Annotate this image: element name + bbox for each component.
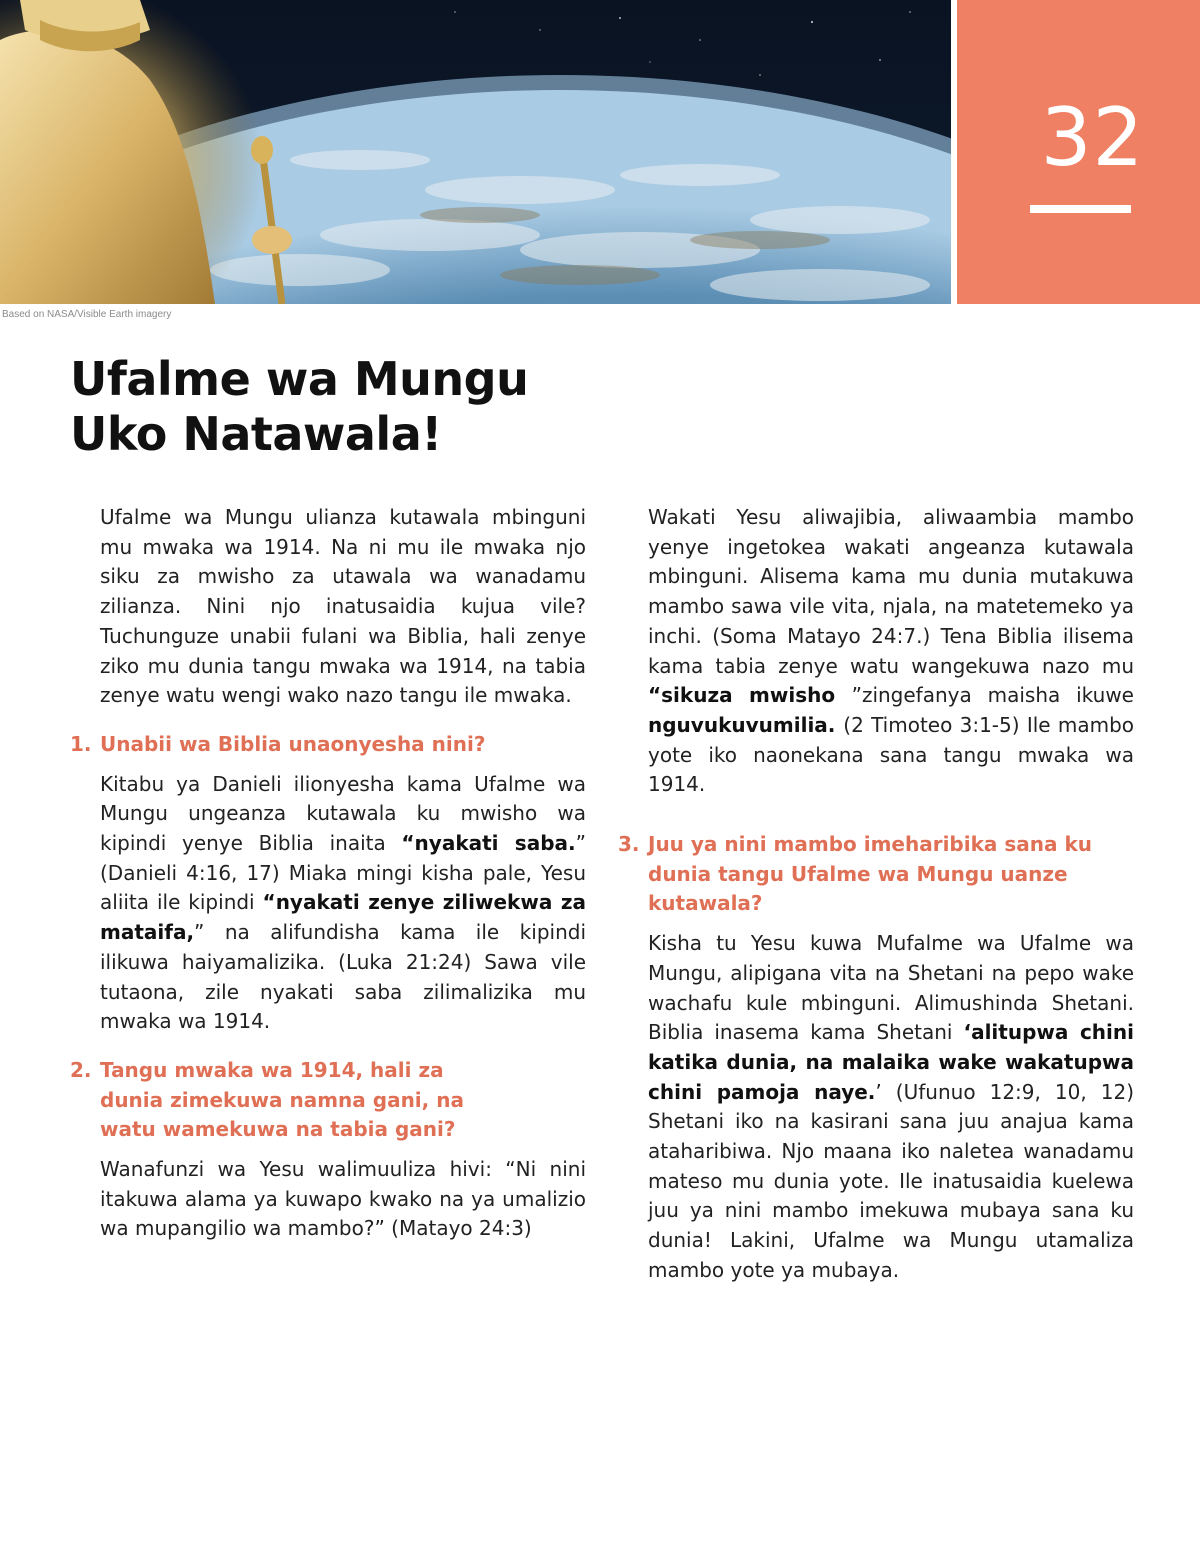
section-1-text-b: ” (Danieli 4:16, 17) Miaka mingi kisha pale, Yesu aliita ile kipindi <box>100 831 586 915</box>
section-3-text-a: Kisha tu Yesu kuwa Mufalme wa Ufalme wa Mungu, alipigana vita na Shetani na pepo wake wachafu kule mbinguni. Alimushinda Shetani. Biblia inasema kama Shetani <box>648 931 1134 1045</box>
section-2-text-a: Wanafunzi wa Yesu walimuuliza hivi: “Ni nini itakuwa alama ya kuwapo kwako na ya umalizio wa mupangilio wa mambo?” (Matayo 24:3) <box>100 1157 586 1241</box>
intro-paragraph: Ufalme wa Mungu ulianza kutawala mbinguni mu mwaka wa 1914. Na ni mu ile mwaka njo siku za mwisho za utawala wa wanadamu zilianza. Nini njo inatusaidia kujua vile? Tuchunguze unabii fulani wa Biblia, hali zenye ziko mu dunia tangu mwaka wa 1914, na tabia zenye watu wengi wako nazo tangu ile mwaka. <box>100 505 586 708</box>
lesson-number-underline <box>1030 205 1131 213</box>
title-line-2: Uko Natawala! <box>70 407 442 461</box>
section-2-text-c-cont: (2 Timoteo 3:1-5) Ile mambo yote iko naonekana sana tangu mwaka wa 1914. <box>648 712 1135 797</box>
lesson-number: 32 <box>1040 91 1145 184</box>
section-1-bold-a: “nyakati saba. <box>401 831 576 856</box>
page-title <box>70 352 528 462</box>
section-3-paragraph <box>648 929 1134 1285</box>
section-1-text-c: ” na alifundisha kama ile kipindi ilikuwa haiyamalizika. (Luka 21:24) Sawa vile tutaona, zile nyakati saba zilimalizika mu mwaka wa 1914. <box>100 920 586 1034</box>
lesson-number-badge <box>957 0 1200 304</box>
section-3-question <box>618 830 1134 919</box>
section-2-text-b: ” <box>851 683 862 708</box>
section-2-question <box>70 1056 586 1145</box>
section-1-paragraph <box>100 770 586 1037</box>
section-1-number: 1. <box>70 731 92 756</box>
section-2-bold-a: “siku <box>648 683 708 708</box>
section-1-question <box>70 730 586 760</box>
section-3-question-text: Juu ya nini mambo imeharibika sana ku dunia tangu Ufalme wa Mungu uanze kutawala? <box>648 832 1093 916</box>
section-2-number: 2. <box>70 1057 92 1082</box>
section-2-paragraph-continued <box>648 503 1134 800</box>
hero-image <box>0 0 951 304</box>
section-1-question-text: Unabii wa Biblia unaonyesha nini? <box>100 731 486 756</box>
section-3-text-b: ’ (Ufunuo 12:9, 10, 12) Shetani iko na kasirani sana juu anajua kama ataharibiwa. Njo maana iko naletea wanadamu mateso mu dunia yote. Ile inatusaidia kuelewa juu ya nini mambo imekuwa mubaya sana ku dunia! Lakini, Ufalme wa Mungu utamaliza mambo yote ya mubaya. <box>648 1079 1134 1282</box>
left-column <box>70 503 586 1244</box>
right-column <box>618 503 1134 1286</box>
section-2-text-a-cont: Wakati Yesu aliwajibia, aliwaambia mambo yenye ingetokea wakati angeanza kutawala mbinguni. Alisema kama mu dunia mutakuwa mambo sawa vile vita, njala, na matetemeko ya inchi. (Soma Matayo 24:7.) Tena Biblia ilisema kama tabia zenye watu wangekuwa nazo mu <box>648 505 1134 678</box>
section-1-bold-b: “nyakati zenye ziliwekwa za mataifa, <box>100 890 586 945</box>
section-2-text-b-cont: zingefanya maisha ikuwe <box>861 683 1134 708</box>
section-3-bold-a: ‘alitupwa chini katika dunia, na malaika wake wakatupwa chini pamoja naye. <box>648 1020 1134 1104</box>
section-2-bold-a-cont: za mwisho <box>707 683 852 708</box>
section-2-question-text: Tangu mwaka wa 1914, hali za dunia zimekuwa namna gani, na watu wamekuwa na tabia gani? <box>100 1057 464 1142</box>
title-line-1: Ufalme wa Mungu <box>70 352 529 406</box>
section-2-paragraph <box>100 1155 586 1244</box>
section-2-bold-b-cont: kuvumilia. <box>718 712 844 737</box>
section-1-text-a: Kitabu ya Danieli ilionyesha kama Ufalme wa Mungu ungeanza kutawala ku mwisho wa kipindi yenye Biblia inaita <box>100 771 586 856</box>
section-2-bold-b: nguvu <box>648 712 719 737</box>
section-3-number: 3. <box>618 832 640 857</box>
image-credit: Based on NASA/Visible Earth imagery <box>2 309 172 320</box>
